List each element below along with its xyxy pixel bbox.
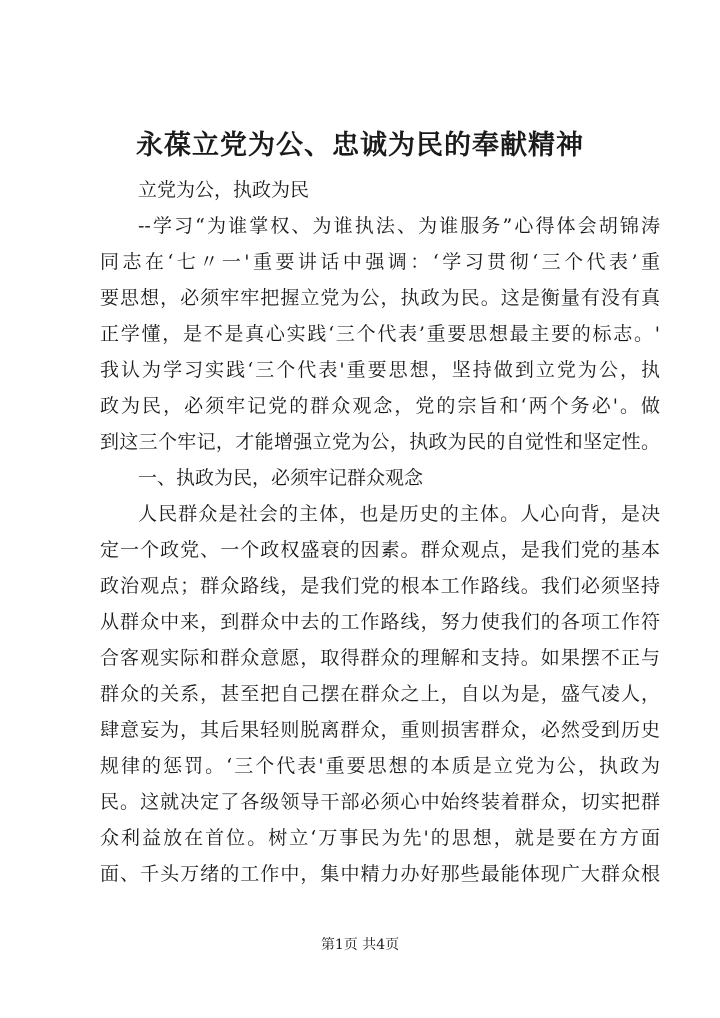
text-line: 定一个政党、一个政权盛衰的因素。群众观点，是我们党的基本: [100, 539, 660, 561]
text-line: 我认为学习实践‘三个代表'重要思想，坚持做到立党为公，执: [100, 359, 660, 381]
text-line: 面、千头万绪的工作中，集中精力办好那些最能体现广大群众根: [100, 863, 660, 885]
text-line: 人民群众是社会的主体，也是历史的主体。人心向背，是决: [138, 503, 660, 525]
subtitle-line: 立党为公，执政为民: [138, 179, 310, 201]
text-line: 合客观实际和群众意愿，取得群众的理解和支持。如果摆不正与: [100, 647, 660, 669]
text-line: 要思想，必须牢牢把握立党为公，执政为民。这是衡量有没有真: [100, 287, 660, 309]
text-line: 群众的关系，甚至把自己摆在群众之上，自以为是，盛气凌人，: [100, 683, 660, 705]
text-line: 民。这就决定了各级领导干部必须心中始终装着群众，切实把群: [100, 791, 660, 813]
text-line: 同志在‘七〃一'重要讲话中强调：‘学习贯彻‘三个代表’重: [100, 251, 660, 273]
text-line: 政治观点；群众路线，是我们党的根本工作路线。我们必须坚持: [100, 575, 660, 597]
text-line: 规律的惩罚。‘三个代表'重要思想的本质是立党为公，执政为: [100, 755, 660, 777]
text-line: 正学懂，是不是真心实践‘三个代表’重要思想最主要的标志。': [100, 323, 660, 345]
text-line: 从群众中来，到群众中去的工作路线，努力使我们的各项工作符: [100, 611, 660, 633]
page-number: 第1页 共4页: [320, 937, 400, 953]
text-line: 到这三个牢记，才能增强立党为公，执政为民的自觉性和坚定性。: [100, 431, 660, 453]
section-heading: 一、执政为民，必须牢记群众观念: [138, 467, 424, 489]
text-line: --学习“为谁掌权、为谁执法、为谁服务”心得体会胡锦涛: [138, 215, 660, 237]
text-line: 肆意妄为，其后果轻则脱离群众，重则损害群众，必然受到历史: [100, 719, 660, 741]
text-line: 众利益放在首位。树立‘万事民为先'的思想，就是要在方方面: [100, 827, 660, 849]
page-title: 永葆立党为公、忠诚为民的奉献精神: [136, 130, 584, 161]
text-line: 政为民，必须牢记党的群众观念，党的宗旨和‘两个务必'。做: [100, 395, 660, 417]
